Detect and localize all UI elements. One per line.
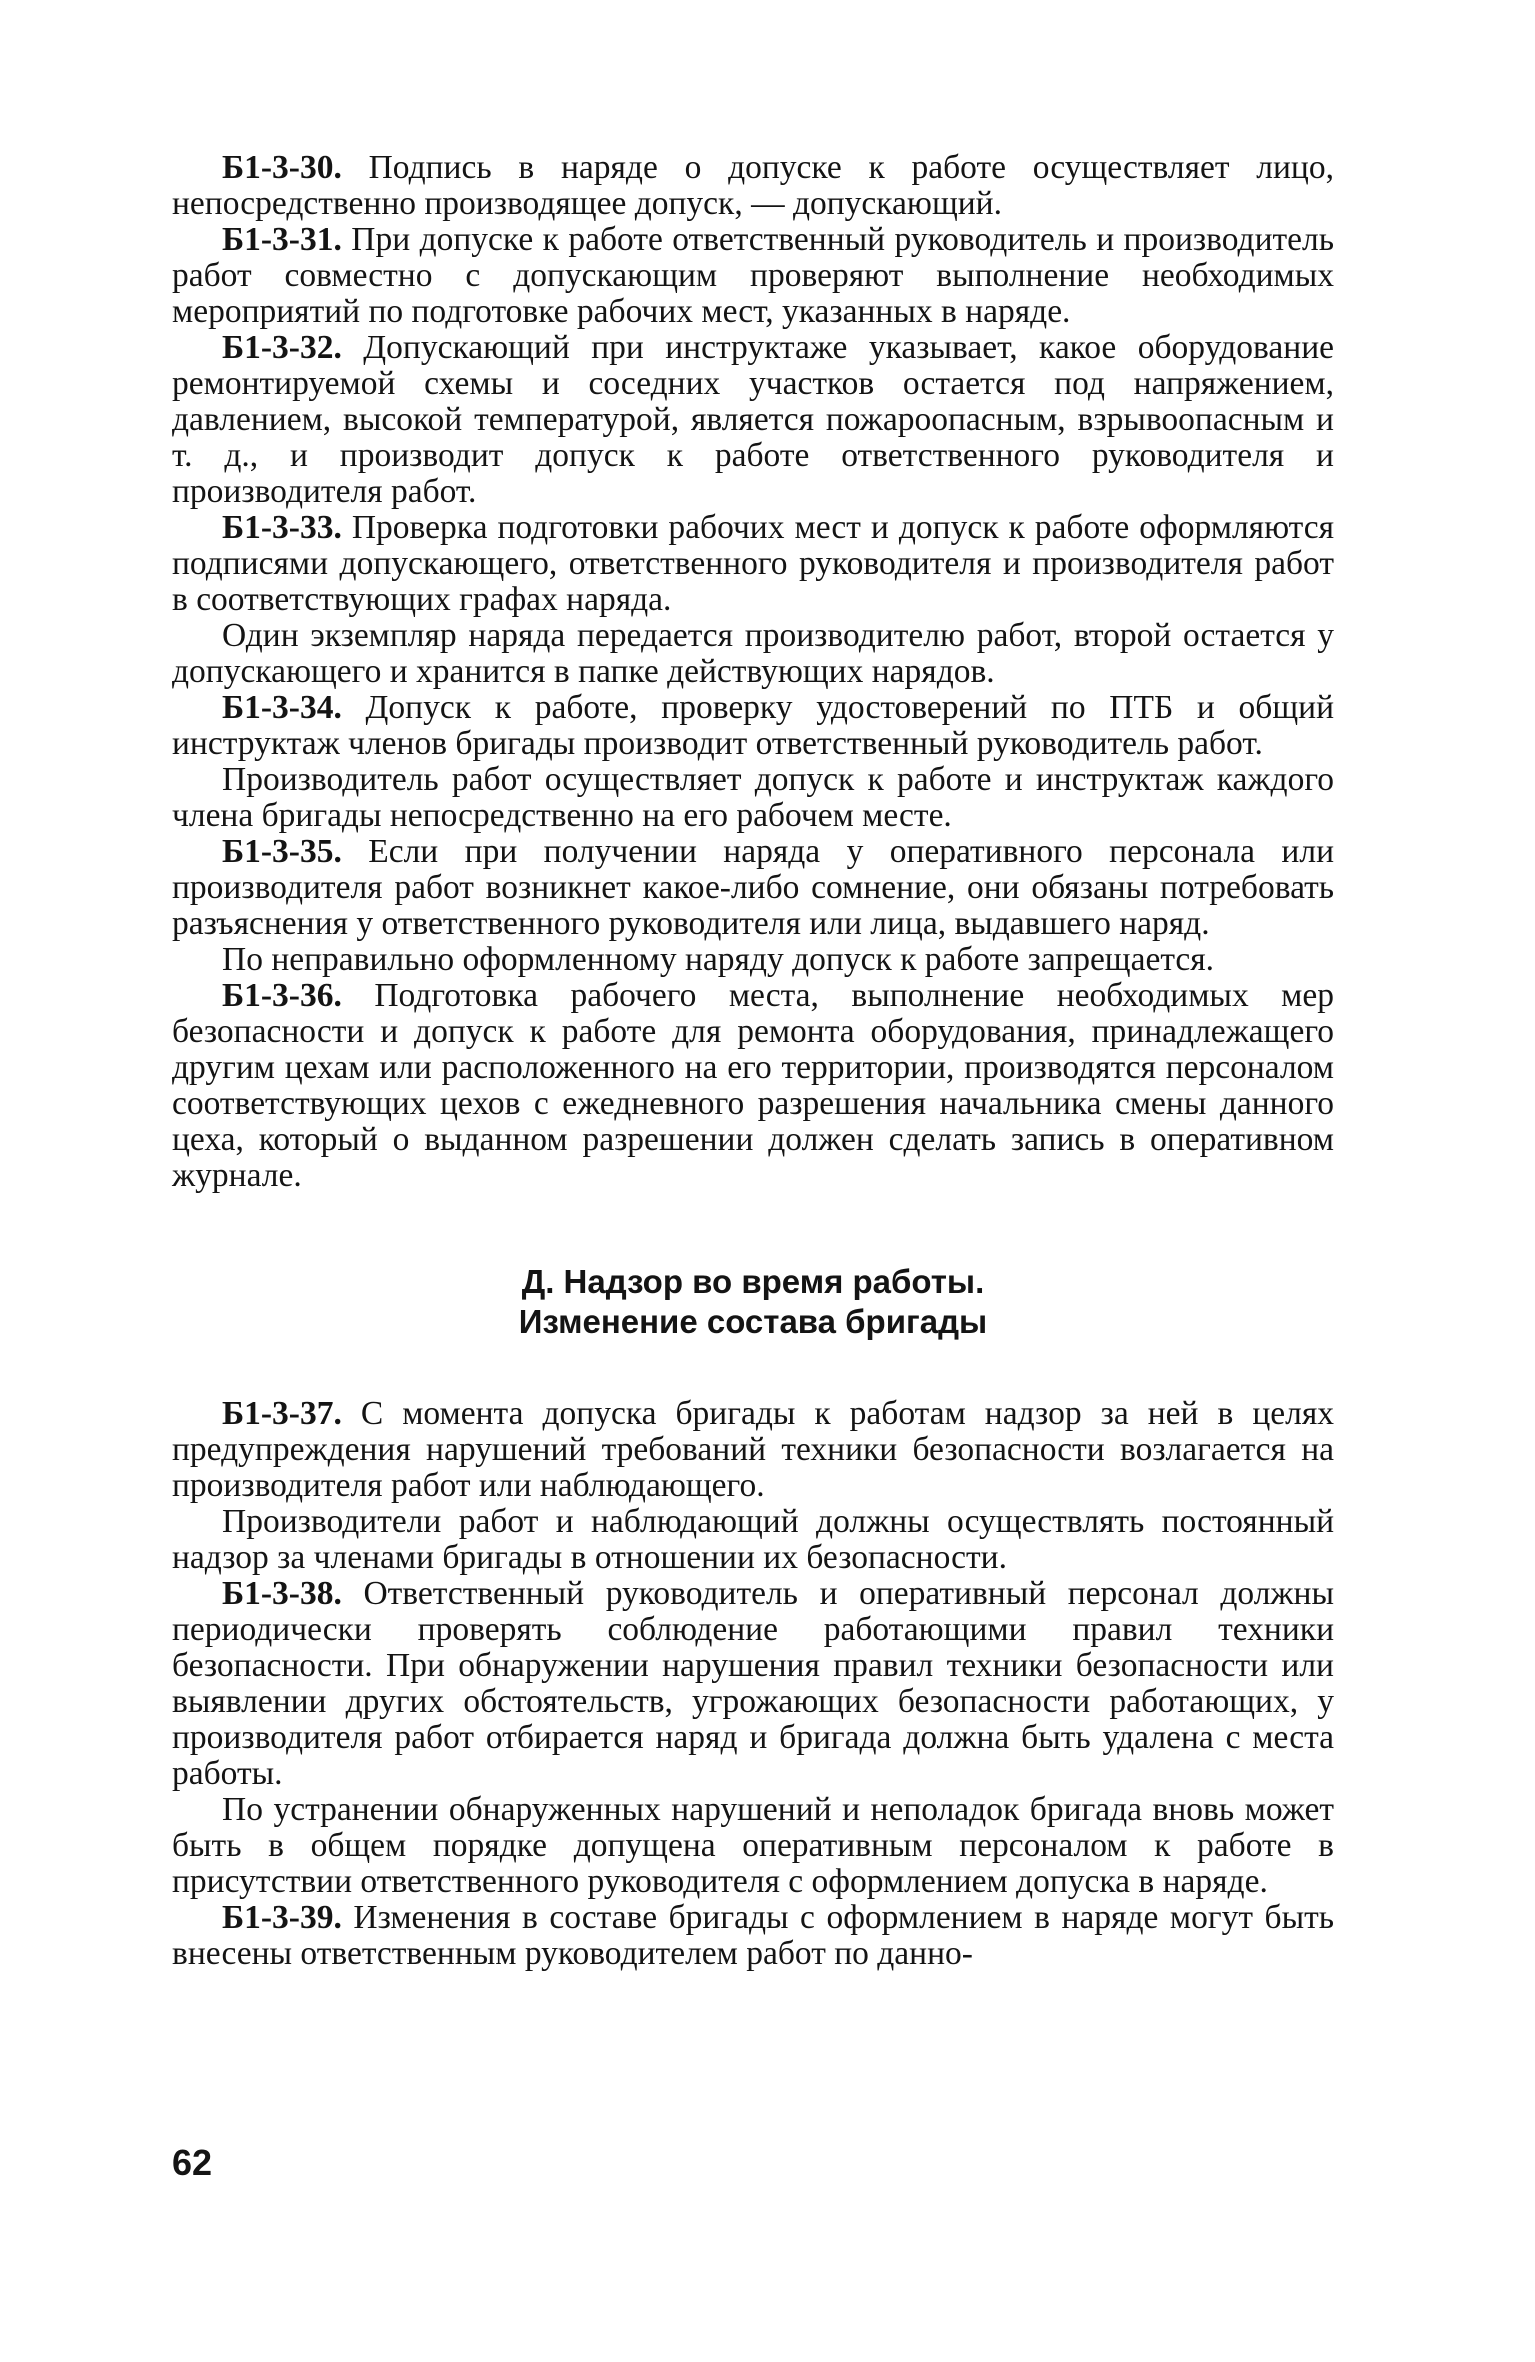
- paragraph-number: Б1-3-30.: [222, 149, 342, 186]
- paragraph-text: Допускающий при инструктаже указывает, какое оборудование ремонтируемой схемы и соседних участков остается под напряжением, давлением, высокой температурой, является пожароопасным, взрывоопасным и т. д., и производит допуск к работе ответственного руководителя и производителя работ.: [172, 329, 1334, 510]
- paragraph: [172, 978, 1334, 1194]
- paragraph-number: Б1-3-32.: [222, 329, 342, 366]
- paragraph-number: Б1-3-39.: [222, 1899, 342, 1936]
- paragraph: [172, 222, 1334, 330]
- paragraph-number: Б1-3-34.: [222, 689, 342, 726]
- paragraph: [172, 1576, 1334, 1792]
- paragraph: [172, 150, 1334, 222]
- paragraphs-after: [172, 1396, 1334, 1972]
- paragraph-number: Б1-3-35.: [222, 833, 342, 870]
- paragraph-number: Б1-3-36.: [222, 977, 342, 1014]
- paragraph-text: Проверка подготовки рабочих мест и допуск к работе оформляются подписями допускающего, ответственного руководителя и производителя работ в соответствующих графах наряда.: [172, 509, 1334, 618]
- page-body: [172, 150, 1334, 1972]
- paragraph-text: По неправильно оформленному наряду допуск к работе запрещается.: [222, 941, 1215, 978]
- paragraph: [172, 330, 1334, 510]
- paragraph-text: По устранении обнаруженных нарушений и неполадок бригада вновь может быть в общем порядке допущена оперативным персоналом к работе в присутствии ответственного руководителя с оформлением допуска в наряде.: [172, 1791, 1334, 1900]
- paragraph-text: Производитель работ осуществляет допуск к работе и инструктаж каждого члена бригады непосредственно на его рабочем месте.: [172, 761, 1334, 834]
- paragraph: [172, 762, 1334, 834]
- paragraph-text: Подготовка рабочего места, выполнение необходимых мер безопасности и допуск к работе для ремонта оборудования, принадлежащего другим цехам или расположенного на его территории, производятся персоналом соответствующих цехов с ежедневного разрешения начальника смены данного цеха, который о выданном разрешении должен сделать запись в оперативном журнале.: [172, 977, 1334, 1194]
- paragraph: [172, 510, 1334, 618]
- paragraph: [172, 1792, 1334, 1900]
- paragraph-number: Б1-3-37.: [222, 1395, 342, 1432]
- paragraph-text: При допуске к работе ответственный руководитель и производитель работ совместно с допускающим проверяют выполнение необходимых мероприятий по подготовке рабочих мест, указанных в наряде.: [172, 221, 1334, 330]
- paragraph-text: Производители работ и наблюдающий должны осуществлять постоянный надзор за членами бригады в отношении их безопасности.: [172, 1503, 1334, 1576]
- paragraph-number: Б1-3-33.: [222, 509, 342, 546]
- paragraph: [172, 834, 1334, 942]
- paragraph: [172, 1900, 1334, 1972]
- paragraph-text: Если при получении наряда у оперативного персонала или производителя работ возникнет какое-либо сомнение, они обязаны потребовать разъяснения у ответственного руководителя или лица, выдавшего наряд.: [172, 833, 1334, 942]
- section-heading-line-1: Д. Надзор во время работы.: [521, 1263, 985, 1300]
- paragraph-text: Подпись в наряде о допуске к работе осуществляет лицо, непосредственно производящее допуск, — допускающий.: [172, 149, 1334, 222]
- section-heading: [172, 1262, 1334, 1342]
- paragraph-number: Б1-3-38.: [222, 1575, 342, 1612]
- paragraph: [172, 690, 1334, 762]
- page-number: 62: [172, 2142, 213, 2183]
- paragraph-text: Допуск к работе, проверку удостоверений по ПТБ и общий инструктаж членов бригады производит ответственный руководитель работ.: [172, 689, 1334, 762]
- paragraph: [172, 1396, 1334, 1504]
- paragraph-text: С момента допуска бригады к работам надзор за ней в целях предупреждения нарушений требований техники безопасности возлагается на производителя работ или наблюдающего.: [172, 1395, 1334, 1504]
- paragraph: [172, 618, 1334, 690]
- paragraph-text: Ответственный руководитель и оперативный персонал должны периодически проверять соблюдение работающими правил техники безопасности. При обнаружении нарушения правил техники безопасности или выявлении других обстоятельств, угрожающих безопасности работающих, у производителя работ отбирается наряд и бригада должна быть удалена с места работы.: [172, 1575, 1334, 1792]
- paragraphs-before: [172, 150, 1334, 1194]
- paragraph-number: Б1-3-31.: [222, 221, 342, 258]
- paragraph-text: Изменения в составе бригады с оформлением в наряде могут быть внесены ответственным руководителем работ по данно-: [172, 1899, 1334, 1972]
- section-heading-line-2: Изменение состава бригады: [518, 1303, 988, 1340]
- paragraph-text: Один экземпляр наряда передается производителю работ, второй остается у допускающего и хранится в папке действующих нарядов.: [172, 617, 1334, 690]
- paragraph: [172, 942, 1334, 978]
- paragraph: [172, 1504, 1334, 1576]
